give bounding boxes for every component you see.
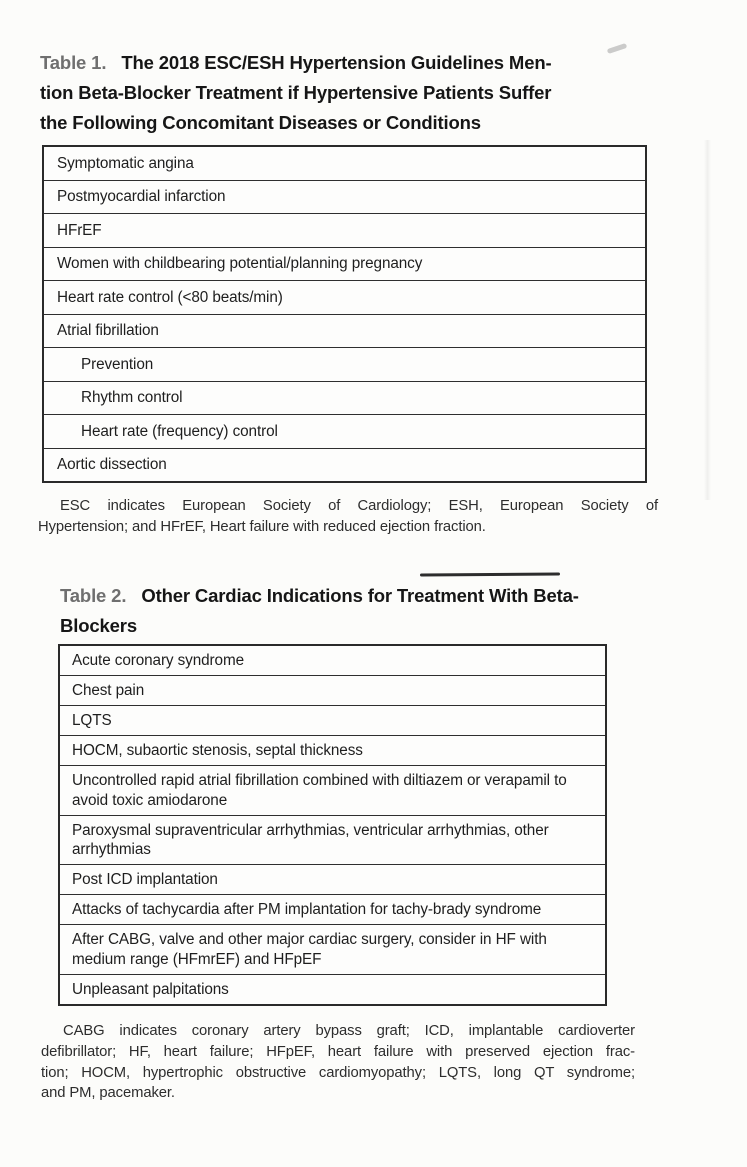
table2-title-text1: Other Cardiac Indications for Treatment With Beta- (141, 585, 579, 606)
table-row: Atrial fibrillation (44, 315, 645, 349)
table1-label: Table 1. (40, 52, 107, 73)
table1-title (40, 48, 680, 138)
table-row: Uncontrolled rapid atrial fibrillation combined with diltiazem or verapamil to avoid toxic amiodarone (60, 766, 605, 816)
table1-title-line1 (40, 48, 680, 78)
table-row: Acute coronary syndrome (60, 646, 605, 676)
table2-title-line2: Blockers (60, 615, 137, 636)
table-row: HOCM, subaortic stenosis, septal thickness (60, 736, 605, 766)
table2-title (60, 581, 640, 641)
table1-footnote (38, 496, 658, 538)
table-row: Symptomatic angina (44, 147, 645, 181)
table2-footnote (41, 1021, 635, 1104)
table-row: Women with childbearing potential/planning pregnancy (44, 248, 645, 282)
table-row-sub: Prevention (44, 348, 645, 382)
scan-edge-shadow (704, 140, 711, 500)
footnote-line: CABG indicates coronary artery bypass graft; ICD, implantable cardioverter (63, 1023, 635, 1039)
footnote-line: and PM, pacemaker. (41, 1085, 175, 1102)
table-row: Attacks of tachycardia after PM implantation for tachy-brady syndrome (60, 895, 605, 925)
table-row: LQTS (60, 706, 605, 736)
table-row: Paroxysmal supraventricular arrhythmias, ventricular arrhythmias, other arrhythmias (60, 816, 605, 866)
table-row: Heart rate control (<80 beats/min) (44, 281, 645, 315)
table2-label: Table 2. (60, 585, 127, 606)
table-row: Chest pain (60, 676, 605, 706)
table-row: Postmyocardial infarction (44, 181, 645, 215)
table1 (42, 145, 647, 483)
table1-title-line2: tion Beta-Blocker Treatment if Hypertensive Patients Suffer (40, 82, 552, 103)
table-row: Unpleasant palpitations (72, 980, 229, 998)
scan-line-artifact (420, 573, 560, 577)
table-row-sub: Heart rate (frequency) control (44, 415, 645, 449)
table1-title-text1: The 2018 ESC/ESH Hypertension Guidelines Men- (121, 52, 552, 73)
table2 (58, 644, 607, 1006)
table-row: HFrEF (44, 214, 645, 248)
footnote-line: ESC indicates European Society of Cardiology; ESH, European Society of (60, 498, 658, 514)
table-row: After CABG, valve and other major cardiac surgery, consider in HF with medium range (HFmrEF) and HFpEF (60, 925, 605, 975)
table-row: Aortic dissection (57, 456, 167, 473)
footnote-line: Hypertension; and HFrEF, Heart failure with reduced ejection fraction. (38, 518, 486, 535)
table2-title-line1 (60, 581, 640, 611)
footnote-line: defibrillator; HF, heart failure; HFpEF, heart failure with preserved ejection frac- (41, 1043, 635, 1060)
table-row-sub: Rhythm control (44, 382, 645, 416)
footnote-line: tion; HOCM, hypertrophic obstructive cardiomyopathy; LQTS, long QT syndrome; (41, 1064, 635, 1081)
table-row: Post ICD implantation (60, 865, 605, 895)
table1-title-line3: the Following Concomitant Diseases or Conditions (40, 112, 481, 133)
